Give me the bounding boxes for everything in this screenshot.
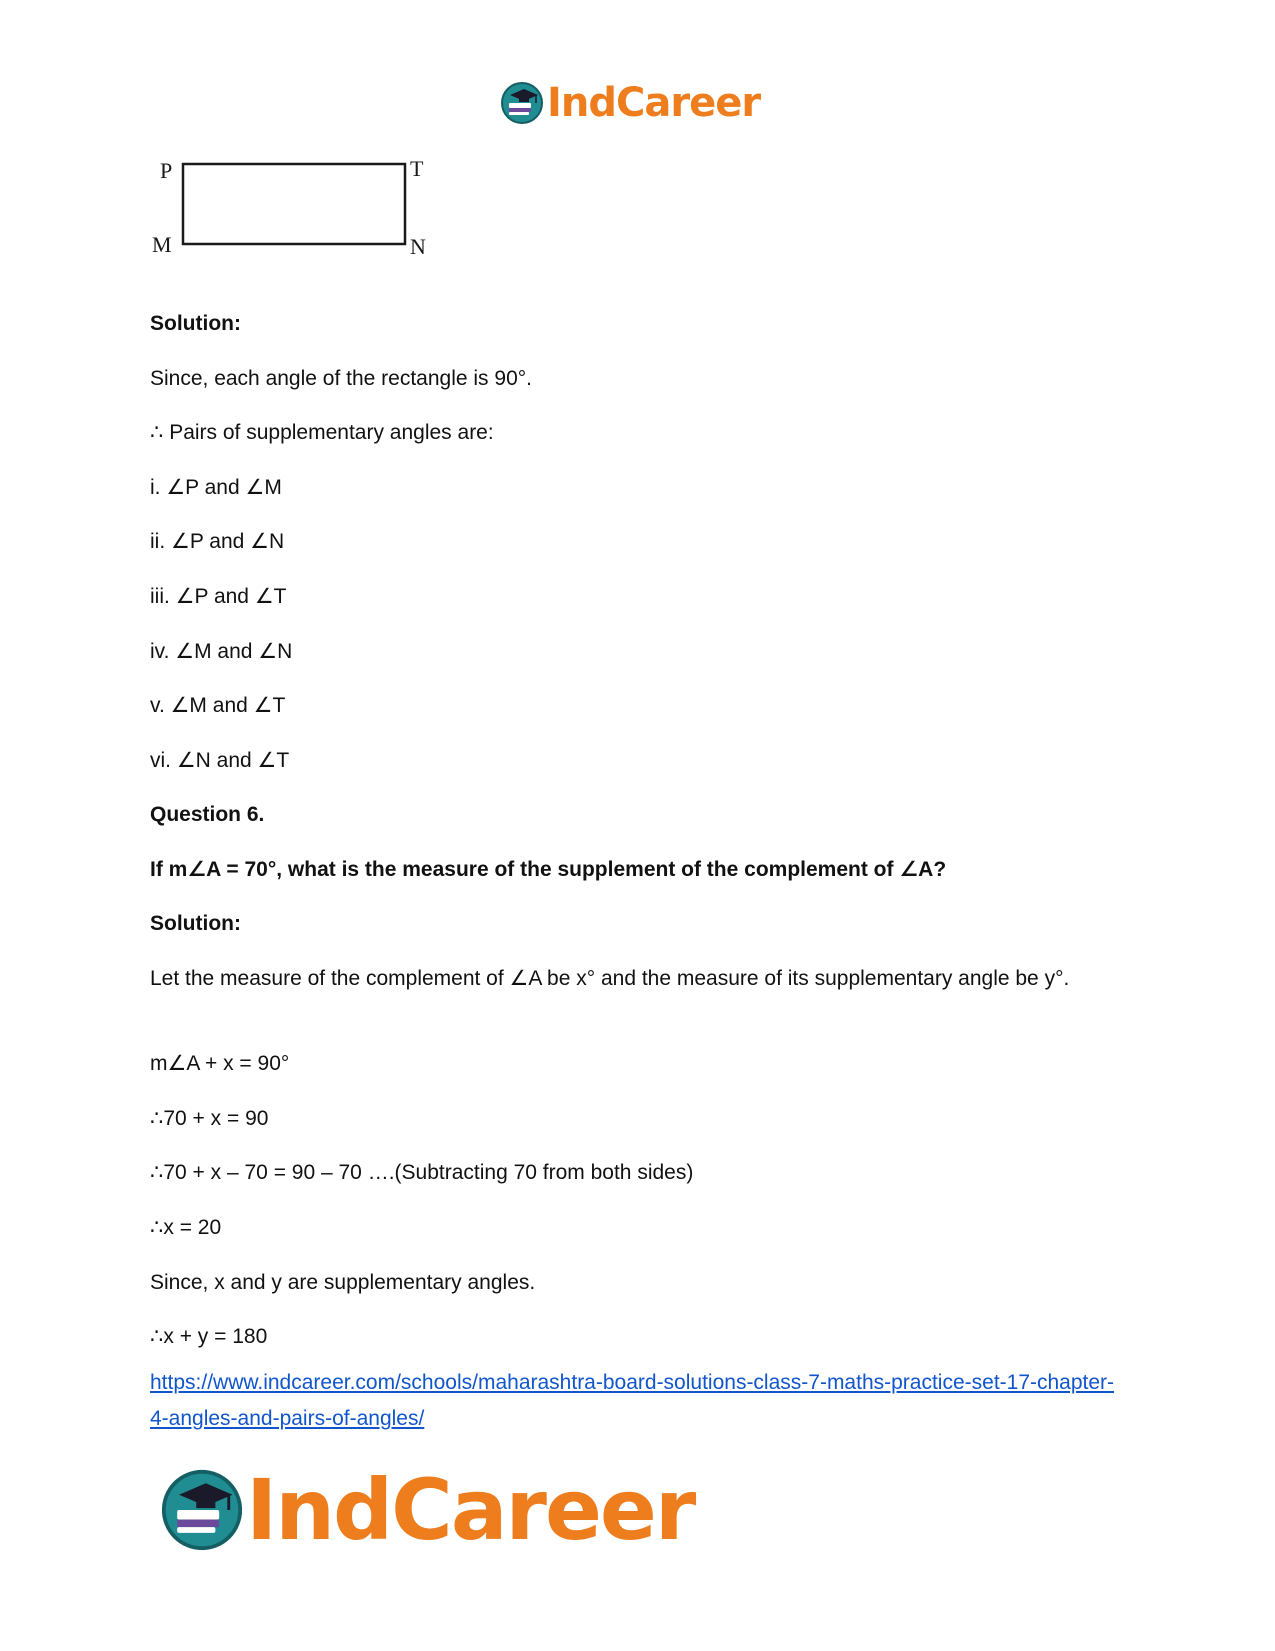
question-heading: Question 6.	[150, 803, 265, 826]
text-line: ∴ Pairs of supplementary angles are:	[150, 421, 494, 444]
vertex-label-m: M	[152, 232, 172, 257]
rectangle-diagram	[152, 156, 448, 270]
logo-wordmark: IndCareer	[547, 80, 761, 126]
text-line: Since, x and y are supplementary angles.	[150, 1271, 536, 1294]
list-item: iv. ∠M and ∠N	[150, 640, 293, 663]
list-item: vi. ∠N and ∠T	[150, 749, 290, 772]
rectangle-figure	[152, 156, 448, 275]
list-item: v. ∠M and ∠T	[150, 694, 286, 717]
graduation-book-icon	[500, 81, 544, 125]
text-paragraph: Let the measure of the complement of ∠A be x° and the measure of its supplementary angle be y°.	[150, 967, 1070, 990]
graduation-book-icon	[160, 1468, 244, 1552]
indcareer-logo-footer	[160, 1460, 694, 1560]
equation-line: ∴70 + x = 90	[150, 1107, 269, 1130]
equation-line: m∠A + x = 90°	[150, 1052, 290, 1075]
list-item: iii. ∠P and ∠T	[150, 585, 287, 608]
equation-line: ∴70 + x – 70 = 90 – 70 ….(Subtracting 70 from both sides)	[150, 1161, 694, 1184]
list-item: i. ∠P and ∠M	[150, 476, 282, 499]
equation-line: ∴x + y = 180	[150, 1325, 268, 1348]
solution-heading: Solution:	[150, 912, 241, 935]
indcareer-logo-header	[500, 78, 760, 128]
logo-wordmark: IndCareer	[246, 1461, 695, 1559]
text-line: Since, each angle of the rectangle is 90°.	[150, 367, 532, 390]
vertex-label-t: T	[410, 156, 424, 181]
source-link[interactable]: https://www.indcareer.com/schools/maharashtra-board-solutions-class-7-maths-practice-set-17-chapter-4-angles-and-pairs-of-angles/	[150, 1371, 1115, 1430]
question-text: If m∠A = 70°, what is the measure of the supplement of the complement of ∠A?	[150, 858, 947, 881]
vertex-label-p: P	[160, 158, 173, 183]
list-item: ii. ∠P and ∠N	[150, 530, 285, 553]
solution-heading: Solution:	[150, 312, 241, 335]
vertex-label-n: N	[410, 234, 426, 259]
equation-line: ∴x = 20	[150, 1216, 222, 1239]
